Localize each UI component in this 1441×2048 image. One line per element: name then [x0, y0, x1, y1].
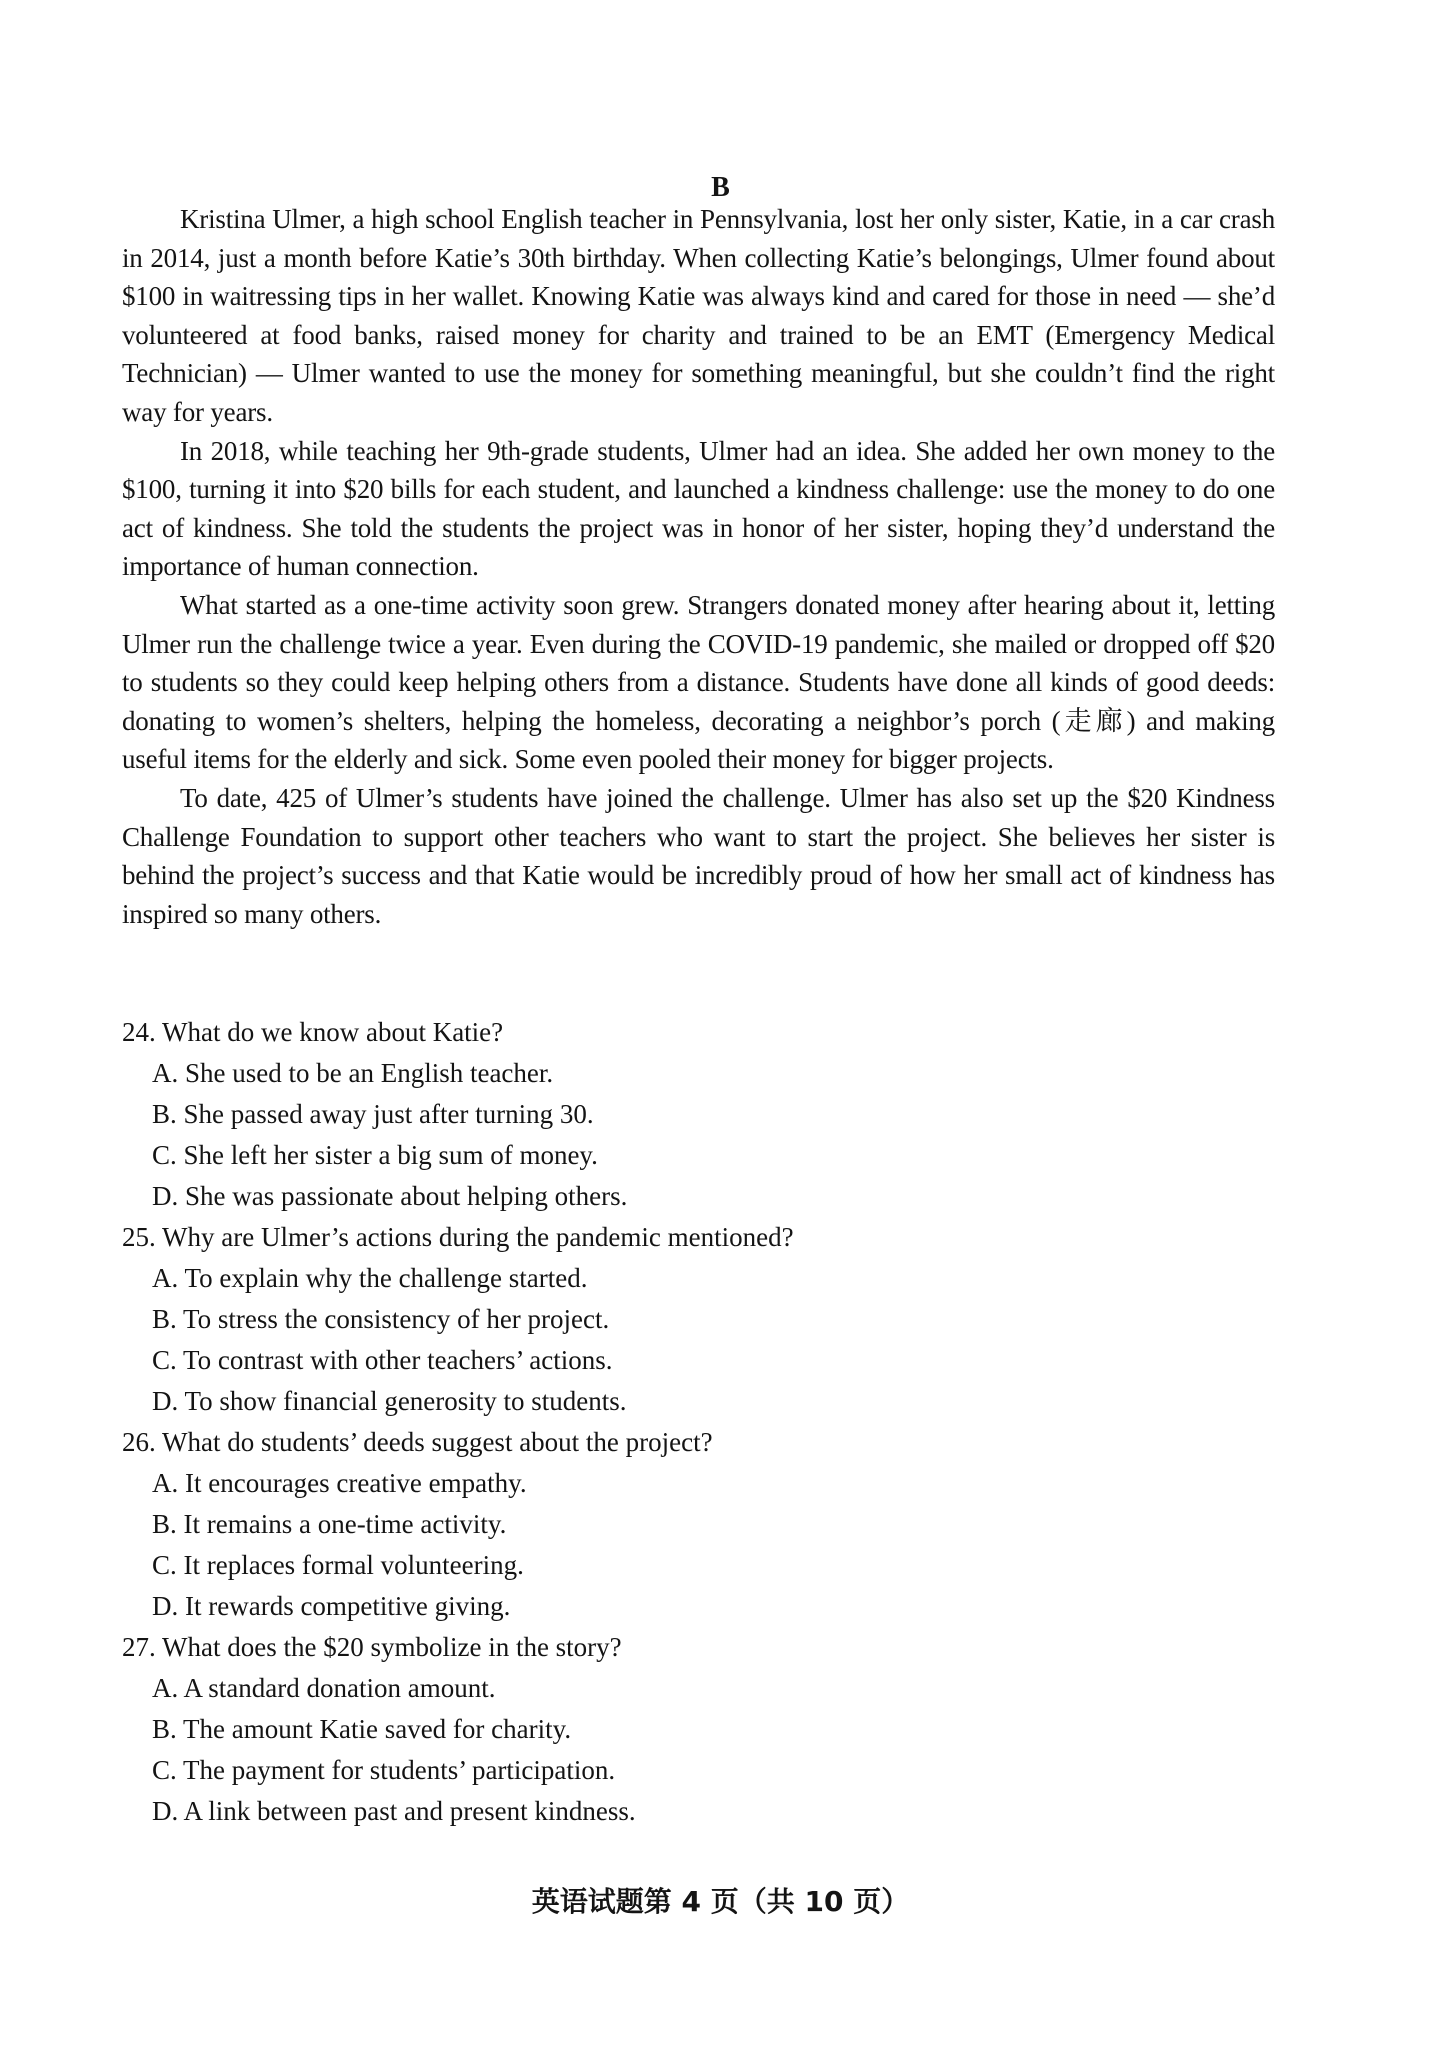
- option-c: C. It replaces formal volunteering.: [152, 1550, 524, 1580]
- option-a: A. To explain why the challenge started.: [152, 1263, 588, 1293]
- option-b: B. To stress the consistency of her project.: [152, 1304, 610, 1334]
- question-26: [122, 1422, 1275, 1627]
- page-footer: 英语试题第 4 页（共 10 页）: [531, 1885, 910, 1918]
- option-c: C. To contrast with other teachers’ actions.: [152, 1345, 613, 1375]
- option-b: B. She passed away just after turning 30.: [152, 1099, 594, 1129]
- passage-paragraph-4: To date, 425 of Ulmer’s students have joined the challenge. Ulmer has also set up the $20 Kindness Challenge Foundation to support other teachers who want to start the project. She believes her sister is behind the project’s success and that Katie would be incredibly proud of how her small act of kindness has inspired so many others.: [122, 782, 1275, 929]
- option-a: A. She used to be an English teacher.: [152, 1058, 554, 1088]
- question-24: [122, 1012, 1275, 1217]
- question-stem: 27. What does the $20 symbolize in the story?: [122, 1632, 622, 1662]
- option-d: D. It rewards competitive giving.: [152, 1591, 511, 1621]
- reading-passage: [122, 200, 1275, 933]
- passage-paragraph-3: What started as a one-time activity soon grew. Strangers donated money after hearing about it, letting Ulmer run the challenge twice a year. Even during the COVID-19 pandemic, she mailed or dropped off $20 to students so they could keep helping others from a distance. Students have done all kinds of good deeds: donating to women’s shelters, helping the homeless, decorating a neighbor’s porch (走廊) and making useful items for the elderly and sick. Some even pooled their money for bigger projects.: [122, 589, 1275, 775]
- passage-paragraph-1: Kristina Ulmer, a high school English teacher in Pennsylvania, lost her only sister, Katie, in a car crash in 2014, just a month before Katie’s 30th birthday. When collecting Katie’s belongings, Ulmer found about $100 in waitressing tips in her wallet. Knowing Katie was always kind and cared for those in need — she’d volunteered at food banks, raised money for charity and trained to be an EMT (Emergency Medical Technician) — Ulmer wanted to use the money for something meaningful, but she couldn’t find the right way for years.: [122, 204, 1275, 427]
- option-c: C. The payment for students’ participation.: [152, 1755, 616, 1785]
- option-d: D. A link between past and present kindness.: [152, 1796, 636, 1826]
- option-a: A. A standard donation amount.: [152, 1673, 496, 1703]
- section-heading: B: [711, 172, 730, 203]
- question-list: [122, 1012, 1275, 1832]
- question-stem: 25. Why are Ulmer’s actions during the pandemic mentioned?: [122, 1222, 794, 1252]
- question-stem: 26. What do students’ deeds suggest about the project?: [122, 1427, 713, 1457]
- passage-paragraph-2: In 2018, while teaching her 9th-grade students, Ulmer had an idea. She added her own money to the $100, turning it into $20 bills for each student, and launched a kindness challenge: use the money to do one act of kindness. She told the students the project was in honor of her sister, hoping they’d understand the importance of human connection.: [122, 435, 1275, 582]
- option-c: C. She left her sister a big sum of money.: [152, 1140, 598, 1170]
- option-b: B. The amount Katie saved for charity.: [152, 1714, 572, 1744]
- option-b: B. It remains a one-time activity.: [152, 1509, 507, 1539]
- question-25: [122, 1217, 1275, 1422]
- question-stem: 24. What do we know about Katie?: [122, 1017, 504, 1047]
- option-a: A. It encourages creative empathy.: [152, 1468, 527, 1498]
- option-d: D. To show financial generosity to students.: [152, 1386, 627, 1416]
- option-d: D. She was passionate about helping others.: [152, 1181, 628, 1211]
- question-27: [122, 1627, 1275, 1832]
